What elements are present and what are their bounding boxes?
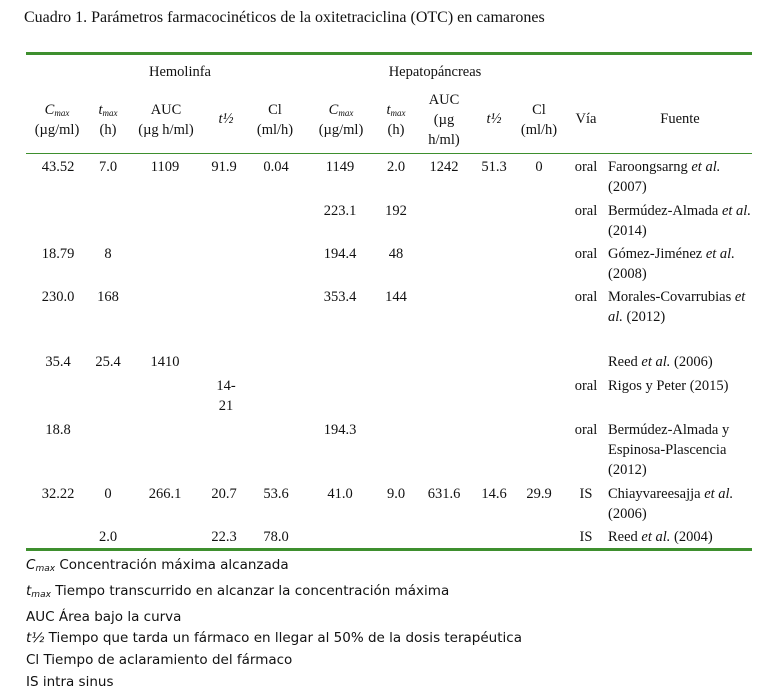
cell-hemo-thalf: 14- <box>216 378 236 394</box>
cell-hep-cmax: 223.1 <box>323 203 357 219</box>
col-header-hep-thalf: t½ <box>486 111 502 127</box>
col-header-hep-auc-unit-2: h/ml) <box>428 132 460 148</box>
cell-hep-thalf: 51.3 <box>481 159 507 175</box>
cell-via: IS <box>579 486 593 502</box>
cell-hemo-thalf: 22.3 <box>211 529 237 545</box>
cell-hep-thalf: 14.6 <box>481 486 507 502</box>
cell-via: IS <box>579 529 593 545</box>
col-header-hemo-cmax-unit: (µg/ml) <box>34 122 80 138</box>
col-header-hep-cmax-unit: (µg/ml) <box>318 122 364 138</box>
cell-hemo-cmax: 230.0 <box>41 289 75 305</box>
col-header-hemo-tmax-unit: (h) <box>99 122 117 138</box>
cell-hemo-tmax: 25.4 <box>95 354 121 370</box>
cell-hemo-cmax: 35.4 <box>45 354 71 370</box>
col-header-hep-cl-unit: (ml/h) <box>520 122 558 138</box>
cell-hemo-cl: 78.0 <box>263 529 289 545</box>
table-notes <box>26 555 522 694</box>
cell-via: oral <box>574 378 598 394</box>
cell-hep-cl: 0 <box>535 159 543 175</box>
cell-hep-cmax: 194.4 <box>323 246 357 262</box>
col-header-hemo-auc-unit: (µg h/ml) <box>138 122 194 138</box>
cell-fuente: Faroongsarng et al. (2007) <box>608 159 721 195</box>
cell-hep-tmax: 2.0 <box>386 159 406 175</box>
cell-via: oral <box>574 159 598 175</box>
cell-fuente: Chiayvareesajja et al. (2006) <box>608 486 734 522</box>
cell-hemo-auc: 1109 <box>150 159 180 175</box>
col-header-via: Vía <box>575 111 597 127</box>
cell-via: oral <box>574 203 598 219</box>
cell-fuente: Morales-Covarrubias et al. (2012) <box>608 289 746 325</box>
cell-fuente: Bermúdez-Almada et al. (2014) <box>608 203 751 239</box>
cell-hemo-thalf: 91.9 <box>211 159 237 175</box>
cell-via: oral <box>574 246 598 262</box>
note-auc: AUC Área bajo la curva <box>26 608 182 625</box>
note-thalf: t½ Tiempo que tarda un fármaco en llegar al 50% de la dosis terapéutica <box>26 630 522 647</box>
col-header-hemo-tmax: $t_{max}$ <box>98 102 118 118</box>
cell-hep-tmax: 48 <box>388 246 404 262</box>
cell-hemo-tmax: 7.0 <box>98 159 118 175</box>
col-header-hep-auc-unit: (µg <box>433 112 455 128</box>
bottom-rule <box>26 548 752 551</box>
cell-hep-cmax: 194.3 <box>323 422 357 438</box>
col-header-hemo-cl-unit: (ml/h) <box>256 122 294 138</box>
cell-via: oral <box>574 422 598 438</box>
col-header-fuente: Fuente <box>660 111 700 127</box>
cell-hep-cmax: 353.4 <box>323 289 357 305</box>
cell-via: oral <box>574 289 598 305</box>
header-rule <box>26 153 752 154</box>
cell-hemo-tmax: 0 <box>104 486 112 502</box>
group-header-hepatopancreas: Hepatopáncreas <box>388 64 482 80</box>
col-header-hemo-thalf: t½ <box>218 111 234 127</box>
cell-hemo-tmax: 2.0 <box>98 529 118 545</box>
cell-hemo-cmax: 18.79 <box>41 246 75 262</box>
cell-hemo-cmax: 32.22 <box>41 486 75 502</box>
table-caption: Cuadro 1. Parámetros farmacocinéticos de la oxitetraciclina (OTC) en camarones <box>24 9 545 26</box>
cell-hemo-thalf: 20.7 <box>211 486 237 502</box>
cell-fuente: Rigos y Peter (2015) <box>608 378 729 394</box>
group-header-hemolinfa: Hemolinfa <box>148 64 211 80</box>
cell-hep-tmax: 144 <box>385 289 407 305</box>
cell-hep-cl: 29.9 <box>526 486 552 502</box>
col-header-hep-cmax: $C_{max}$ <box>328 102 354 118</box>
col-header-hep-tmax-unit: (h) <box>387 122 405 138</box>
col-header-hep-tmax: $t_{max}$ <box>386 102 406 118</box>
cell-fuente: Reed et al. (2006) <box>608 354 713 370</box>
cell-hemo-cmax: 43.52 <box>41 159 75 175</box>
cell-hep-tmax: 9.0 <box>386 486 406 502</box>
cell-hemo-cl: 53.6 <box>263 486 289 502</box>
cell-fuente: Gómez-Jiménez et al. (2008) <box>608 246 735 282</box>
cell-hemo-thalf-cont: 21 <box>218 398 234 414</box>
cell-hemo-tmax: 168 <box>97 289 119 305</box>
cell-hep-auc: 631.6 <box>427 486 461 502</box>
cell-hemo-tmax: 8 <box>104 246 112 262</box>
col-header-hep-auc: AUC <box>428 92 460 108</box>
col-header-hemo-cmax: $C_{max}$ <box>44 102 70 118</box>
cell-hep-cmax: 1149 <box>325 159 355 175</box>
cell-fuente: Reed et al. (2004) <box>608 529 713 545</box>
cell-hemo-auc: 266.1 <box>148 486 182 502</box>
note-tmax: $t_{max}$ Tiempo transcurrido en alcanzar la concentración máxima <box>26 582 450 600</box>
note-cl: Cl Tiempo de aclaramiento del fármaco <box>26 652 293 669</box>
cell-hemo-cmax: 18.8 <box>45 422 71 438</box>
col-header-hep-cl: Cl <box>532 102 546 118</box>
cell-hep-tmax: 192 <box>385 203 407 219</box>
cell-hep-auc: 1242 <box>429 159 459 175</box>
note-is: IS intra sinus <box>26 673 114 690</box>
cell-fuente: Bermúdez-Almada y Espinosa-Plascencia (2012) <box>608 422 730 478</box>
note-cmax: $C_{max}$ Concentración máxima alcanzada <box>26 557 289 574</box>
cell-hep-cmax: 41.0 <box>327 486 353 502</box>
cell-hemo-auc: 1410 <box>150 354 180 370</box>
col-header-hemo-cl: Cl <box>268 102 282 118</box>
cell-hemo-cl: 0.04 <box>263 159 289 175</box>
col-header-hemo-auc: AUC <box>150 102 182 118</box>
top-rule <box>26 52 752 55</box>
